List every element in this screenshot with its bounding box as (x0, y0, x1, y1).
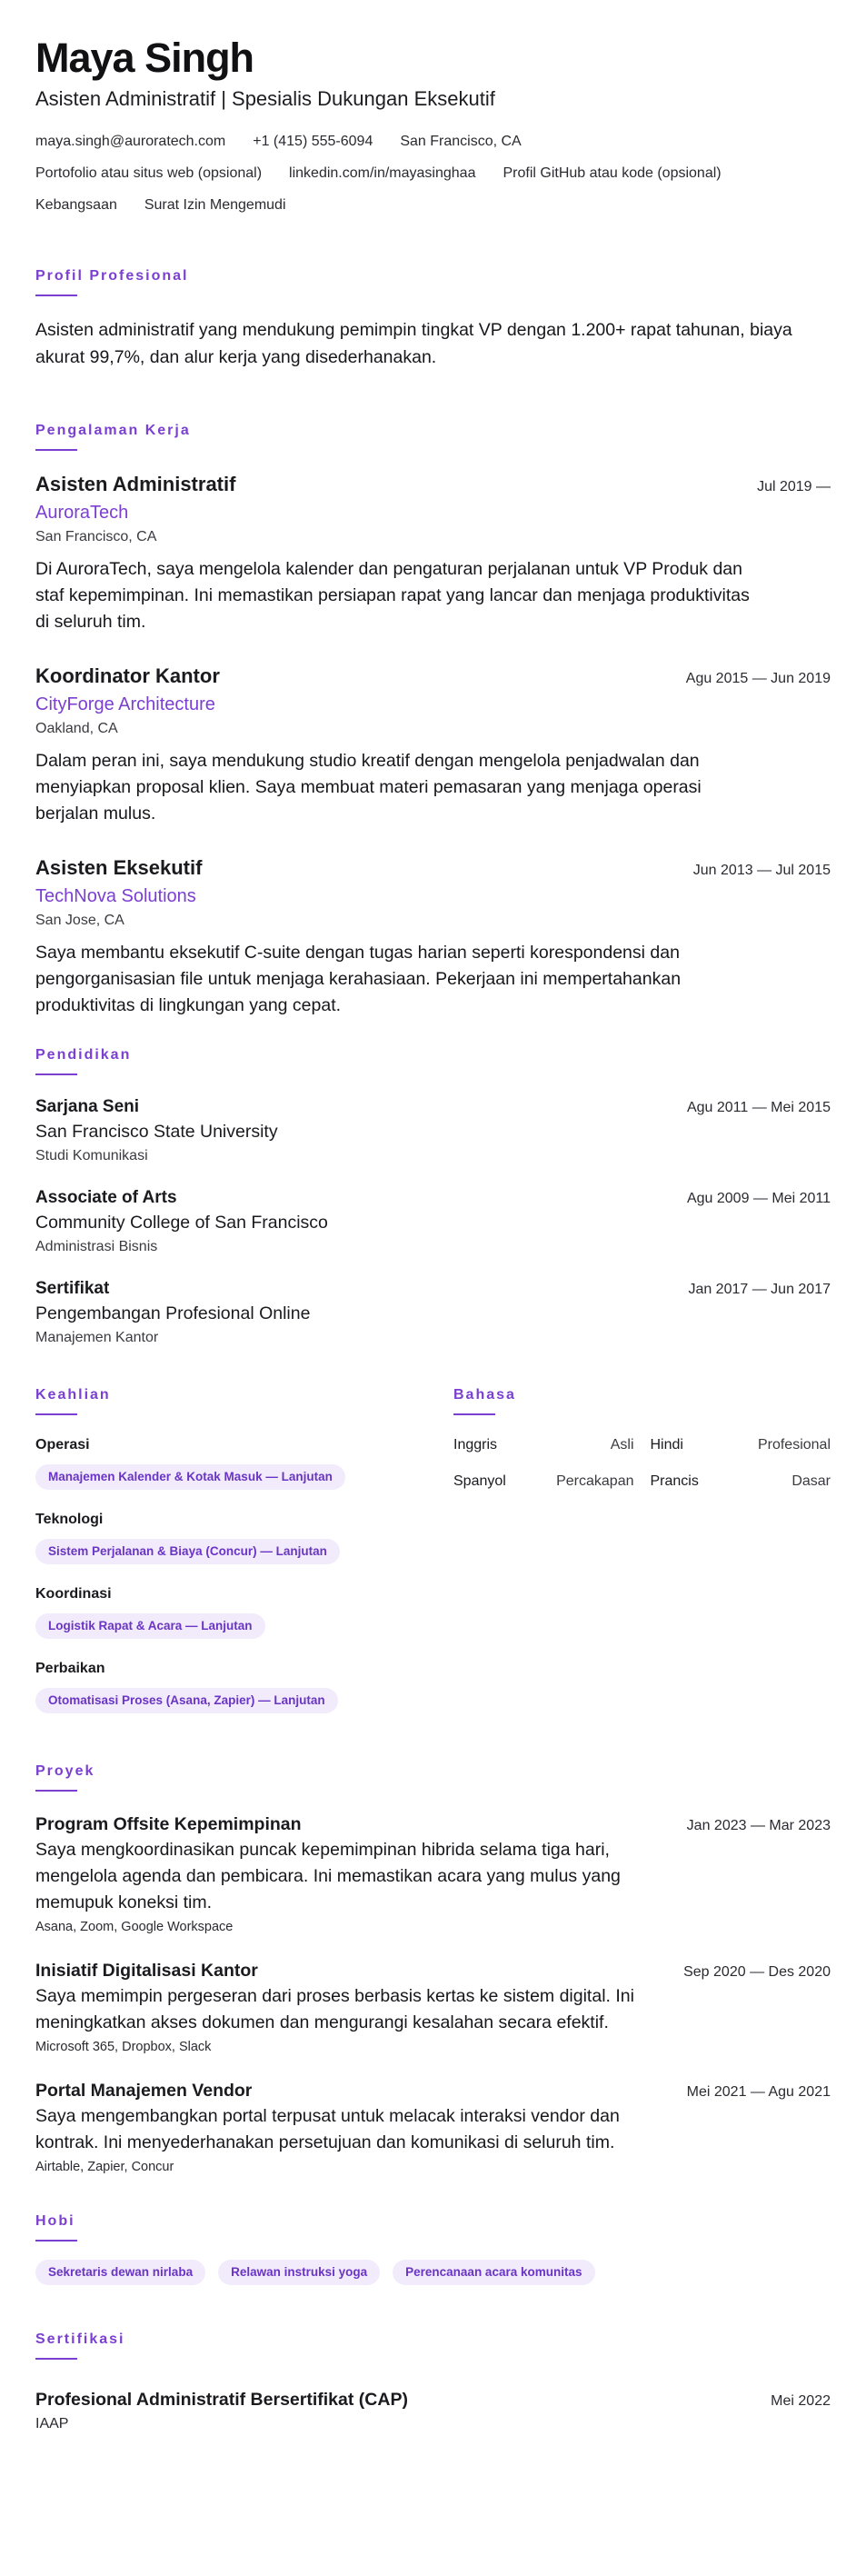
certification-date: Mei 2022 (771, 2393, 831, 2409)
languages-column (453, 1386, 831, 1733)
skill-group (35, 1659, 404, 1713)
job-title: Asisten Administratif (35, 473, 236, 495)
degree-name: Sertifikat (35, 1279, 110, 1298)
section-heading: Proyek (35, 1763, 95, 1779)
skill-category: Teknologi (35, 1512, 104, 1527)
language-name: Hindi (650, 1437, 683, 1453)
section-heading: Bahasa (453, 1387, 516, 1403)
language-item (651, 1435, 831, 1455)
job-location: San Jose, CA (35, 913, 124, 928)
project-title: Program Offsite Kepemimpinan (35, 1814, 302, 1834)
language-level: Profesional (757, 1437, 831, 1453)
section-divider (35, 1413, 77, 1415)
education-section (35, 1046, 831, 1348)
language-item (453, 1435, 634, 1455)
language-name: Inggris (453, 1437, 498, 1453)
github-link[interactable]: Profil GitHub atau kode (opsional) (503, 165, 722, 181)
driving-license-text: Surat Izin Mengemudi (144, 197, 286, 213)
job-description: Saya membantu eksekutif C-suite dengan tugas harian seperti korespondensi dan pengorganisasian file untuk menjaga kerahasiaan. Pekerjaan ini mempertahankan produktivitas di lingkungan yang cepat. (35, 943, 682, 1015)
linkedin-link[interactable]: linkedin.com/in/mayasinghaa (289, 165, 476, 181)
job-title: Asisten Eksekutif (35, 856, 203, 879)
education-entry (35, 1095, 831, 1166)
section-divider (35, 1790, 77, 1792)
section-divider (35, 2358, 77, 2360)
degree-name: Sarjana Seni (35, 1097, 140, 1116)
candidate-name: Maya Singh (35, 35, 254, 81)
skills-list (35, 1435, 404, 1713)
skills-languages-section (35, 1386, 831, 1733)
company-name: CityForge Architecture (35, 694, 215, 714)
field-of-study: Administrasi Bisnis (35, 1239, 158, 1254)
phone-text: +1 (415) 555-6094 (253, 134, 373, 149)
language-level: Asli (610, 1437, 634, 1453)
project-tools: Airtable, Zapier, Concur (35, 2160, 174, 2174)
job-location: San Francisco, CA (35, 529, 157, 544)
skill-group (35, 1510, 404, 1564)
job-date: Jul 2019 — (757, 479, 831, 494)
language-name: Spanyol (453, 1473, 506, 1489)
certification-entry (35, 2387, 831, 2434)
field-of-study: Studi Komunikasi (35, 1148, 148, 1163)
section-divider (35, 1073, 77, 1075)
projects-list (35, 1812, 831, 2176)
education-date: Agu 2011 — Mei 2015 (686, 1100, 831, 1115)
school-name: San Francisco State University (35, 1122, 278, 1142)
skill-category: Perbaikan (35, 1661, 105, 1676)
project-description: Saya memimpin pergeseran dari proses berbasis kertas ke sistem digital. Ini meningkatkan akses dokumen dan mengurangi kesalahan secara efektif. (35, 1986, 634, 2032)
email-link[interactable]: maya.singh@auroratech.com (35, 134, 226, 149)
skill-pill: Sistem Perjalanan & Biaya (Concur) — Lanjutan (35, 1539, 340, 1564)
languages-list (453, 1435, 831, 1492)
job-entry (35, 663, 831, 827)
skill-group (35, 1584, 404, 1639)
hobbies-list (35, 2260, 831, 2285)
skill-category: Koordinasi (35, 1586, 112, 1602)
experience-list (35, 471, 831, 1019)
project-entry (35, 1812, 831, 1936)
field-of-study: Manajemen Kantor (35, 1330, 159, 1345)
language-level: Dasar (791, 1473, 831, 1489)
job-location: Oakland, CA (35, 721, 118, 736)
education-date: Jan 2017 — Jun 2017 (688, 1282, 831, 1297)
skill-category: Operasi (35, 1437, 90, 1453)
project-entry (35, 2078, 831, 2176)
section-heading: Sertifikasi (35, 2331, 125, 2347)
profile-summary: Asisten administratif yang mendukung pemimpin tingkat VP dengan 1.200+ rapat tahunan, biaya akurat 99,7%, dan alur kerja yang disederhanakan. (35, 320, 792, 367)
language-name: Prancis (650, 1473, 699, 1489)
section-divider (35, 449, 77, 451)
job-entry (35, 471, 831, 635)
job-date: Jun 2013 — Jul 2015 (692, 863, 831, 878)
hobby-pill: Relawan instruksi yoga (218, 2260, 380, 2285)
experience-section (35, 422, 831, 1019)
skill-group (35, 1435, 404, 1490)
section-divider (35, 2240, 77, 2242)
contact-row (35, 131, 831, 153)
project-date: Sep 2020 — Des 2020 (683, 1964, 831, 1980)
section-heading: Keahlian (35, 1387, 111, 1403)
section-heading: Pengalaman Kerja (35, 423, 191, 438)
project-tools: Microsoft 365, Dropbox, Slack (35, 2040, 212, 2054)
education-entry (35, 1277, 831, 1348)
candidate-title: Asisten Administratif | Spesialis Dukungan Eksekutif (35, 87, 495, 110)
section-divider (453, 1413, 495, 1415)
certification-issuer: IAAP (35, 2416, 69, 2431)
portfolio-link[interactable]: Portofolio atau situs web (opsional) (35, 165, 263, 181)
project-title: Portal Manajemen Vendor (35, 2081, 253, 2101)
language-item (453, 1472, 634, 1492)
project-title: Inisiatif Digitalisasi Kantor (35, 1961, 258, 1981)
skills-column (35, 1386, 404, 1733)
certifications-list (35, 2387, 831, 2434)
profile-section (35, 267, 831, 371)
company-name: AuroraTech (35, 503, 129, 523)
project-entry (35, 1958, 831, 2056)
resume-header (35, 35, 831, 216)
school-name: Pengembangan Profesional Online (35, 1303, 311, 1323)
skill-pill: Manajemen Kalender & Kotak Masuk — Lanjutan (35, 1464, 345, 1490)
job-description: Di AuroraTech, saya mengelola kalender dan pengaturan perjalanan untuk VP Produk dan staf kepemimpinan. Ini memastikan persiapan rapat yang lancar dan menjaga produktivitas di seluruh tim. (35, 559, 750, 632)
project-date: Jan 2023 — Mar 2023 (686, 1818, 831, 1833)
education-date: Agu 2009 — Mei 2011 (686, 1191, 831, 1206)
section-heading: Hobi (35, 2213, 75, 2229)
job-date: Agu 2015 — Jun 2019 (685, 671, 831, 686)
hobby-pill: Perencanaan acara komunitas (393, 2260, 594, 2285)
certifications-section (35, 2331, 831, 2434)
skill-pill: Logistik Rapat & Acara — Lanjutan (35, 1613, 265, 1639)
project-description: Saya mengkoordinasikan puncak kepemimpinan hibrida selama tiga hari, mengelola agenda dan pembicara. Ini memastikan acara yang mulus yang memupuk koneksi tim. (35, 1840, 621, 1912)
certification-name: Profesional Administratif Bersertifikat (CAP) (35, 2390, 408, 2410)
school-name: Community College of San Francisco (35, 1213, 328, 1233)
language-item (651, 1472, 831, 1492)
job-title: Koordinator Kantor (35, 664, 220, 687)
language-level: Percakapan (556, 1473, 634, 1489)
skill-pill: Otomatisasi Proses (Asana, Zapier) — Lanjutan (35, 1688, 338, 1713)
hobby-pill: Sekretaris dewan nirlaba (35, 2260, 205, 2285)
project-description: Saya mengembangkan portal terpusat untuk melacak interaksi vendor dan kontrak. Ini menyederhanakan persetujuan dan komunikasi di seluruh tim. (35, 2106, 620, 2152)
section-divider (35, 295, 77, 296)
location-text: San Francisco, CA (400, 134, 522, 149)
education-entry (35, 1186, 831, 1257)
degree-name: Associate of Arts (35, 1188, 177, 1207)
hobbies-section (35, 2212, 831, 2285)
projects-section (35, 1762, 831, 2176)
company-name: TechNova Solutions (35, 886, 196, 906)
education-list (35, 1095, 831, 1348)
job-description: Dalam peran ini, saya mendukung studio kreatif dengan mengelola penjadwalan dan menyiapkan proposal klien. Saya membuat materi pemasaran yang menjaga operasi berjalan mulus. (35, 751, 702, 824)
extra-info-row (35, 195, 831, 216)
project-date: Mei 2021 — Agu 2021 (686, 2084, 831, 2100)
section-heading: Pendidikan (35, 1047, 132, 1063)
nationality-text: Kebangsaan (35, 197, 117, 213)
section-heading: Profil Profesional (35, 268, 189, 284)
links-row (35, 163, 831, 185)
job-entry (35, 854, 831, 1019)
project-tools: Asana, Zoom, Google Workspace (35, 1920, 234, 1934)
